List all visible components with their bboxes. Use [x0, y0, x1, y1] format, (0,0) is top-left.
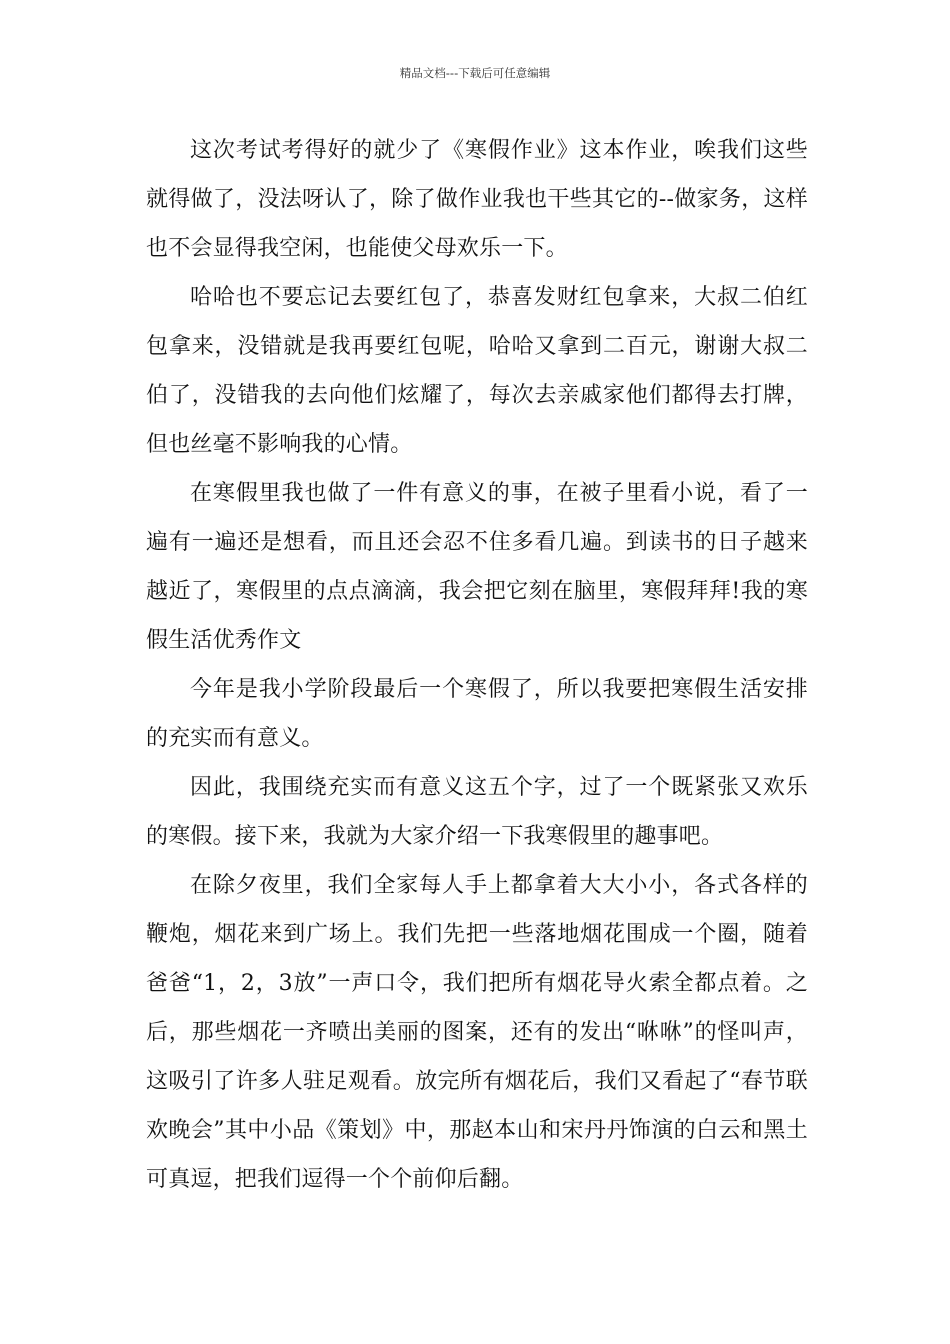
paragraph: 这次考试考得好的就少了《寒假作业》这本作业，唉我们这些就得做了，没法呀认了，除了做作业我也干些其它的--做家务，这样也不会显得我空闲，也能使父母欢乐一下。: [146, 138, 808, 261]
paragraph: 今年是我小学阶段最后一个寒假了，所以我要把寒假生活安排的充实而有意义。: [146, 677, 808, 751]
paragraph: 因此，我围绕充实而有意义这五个字，过了一个既紧张又欢乐的寒假。接下来，我就为大家介绍一下我寒假里的趣事吧。: [146, 775, 808, 849]
document-body: [146, 126, 808, 1204]
paragraph: 哈哈也不要忘记去要红包了，恭喜发财红包拿来，大叔二伯红包拿来，没错就是我再要红包呢，哈哈又拿到二百元，谢谢大叔二伯了，没错我的去向他们炫耀了，每次去亲戚家他们都得去打牌，但也丝毫不影响我的心情。: [146, 285, 808, 457]
page-header: 精品文档---下载后可任意编辑: [399, 66, 551, 80]
paragraph: 在除夕夜里，我们全家每人手上都拿着大大小小，各式各样的鞭炮，烟花来到广场上。我们先把一些落地烟花围成一个圈，随着爸爸“1，2，3放”一声口令，我们把所有烟花导火索全都点着。之后，那些烟花一齐喷出美丽的图案，还有的发出“咻咻”的怪叫声，这吸引了许多人驻足观看。放完所有烟花后，我们又看起了“春节联欢晚会”其中小品《策划》中，那赵本山和宋丹丹饰演的白云和黑土可真逗，把我们逗得一个个前仰后翻。: [146, 873, 808, 1192]
paragraph: 在寒假里我也做了一件有意义的事，在被子里看小说，看了一遍有一遍还是想看，而且还会忍不住多看几遍。到读书的日子越来越近了，寒假里的点点滴滴，我会把它刻在脑里，寒假拜拜!我的寒假生活优秀作文: [146, 481, 808, 653]
